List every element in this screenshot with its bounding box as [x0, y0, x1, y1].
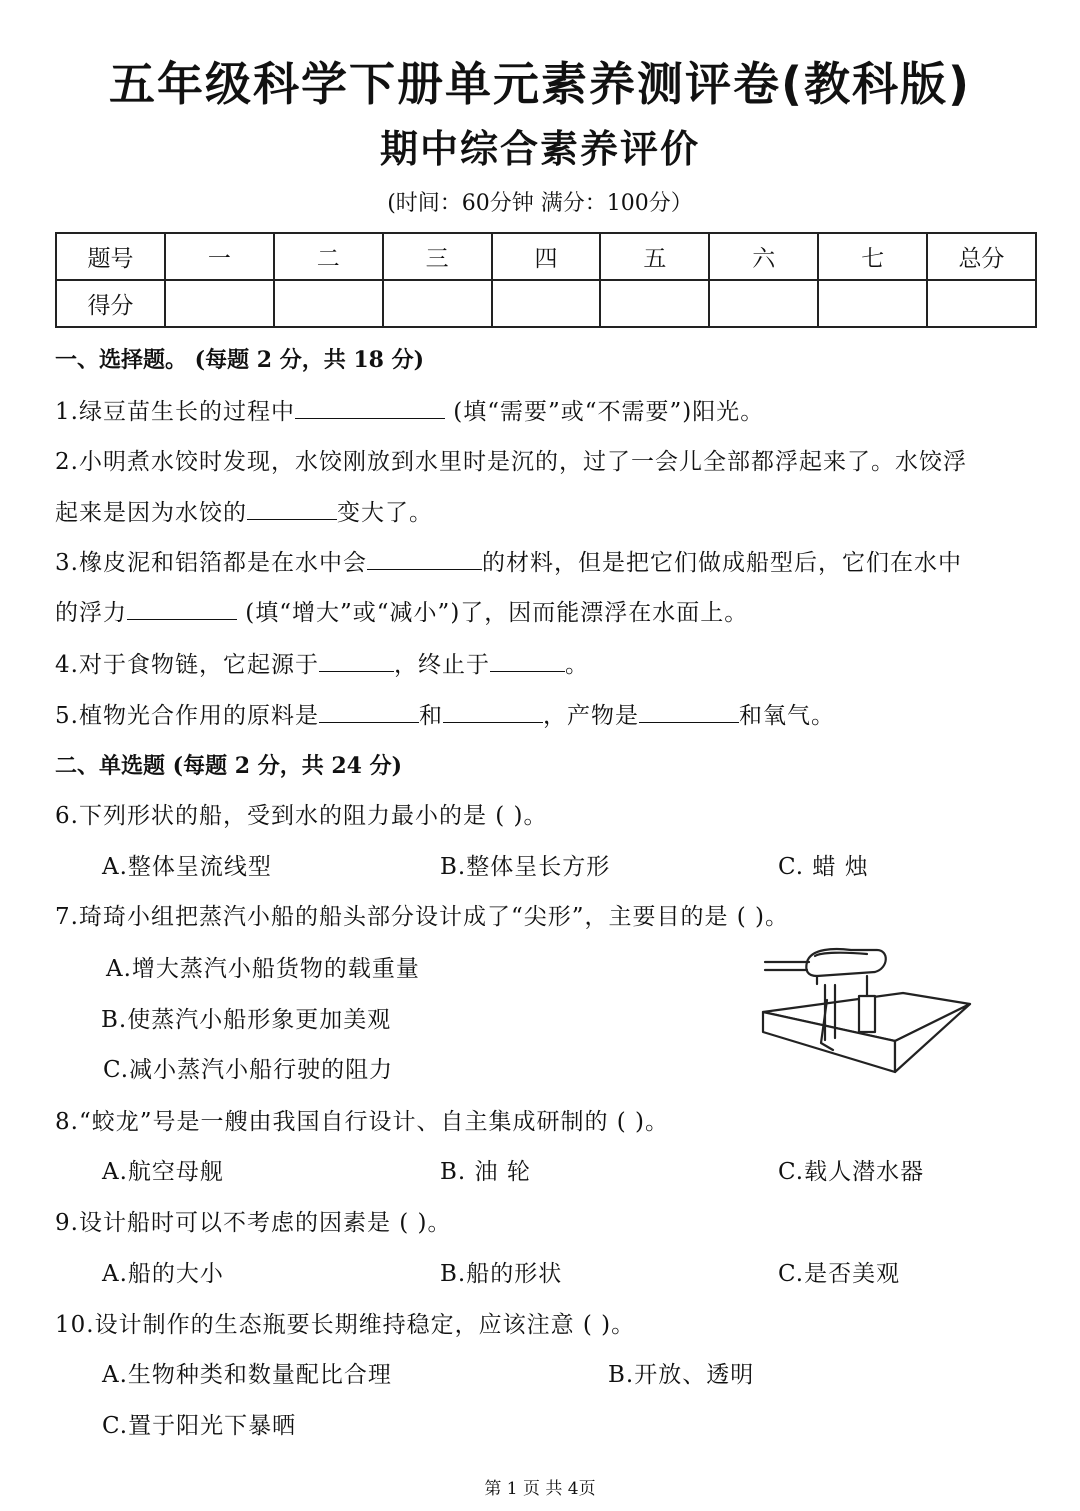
q7-option-a[interactable]: A.增大蒸汽小船货物的载重量 [106, 956, 420, 982]
exam-subtitle: 期中综合素养评价 [379, 127, 700, 171]
question-1 [55, 393, 764, 426]
q8-option-a[interactable]: A.航空母舰 [102, 1159, 224, 1185]
q7-option-c[interactable]: C.减小蒸汽小船行驶的阻力 [103, 1057, 394, 1083]
q8-option-c[interactable]: C.载人潜水器 [778, 1159, 925, 1185]
q3-blank-1[interactable] [367, 547, 482, 570]
score-entry[interactable] [927, 280, 1036, 327]
score-entry[interactable] [600, 280, 709, 327]
q5-text-d: 和氧气。 [738, 703, 835, 729]
score-cell: 一 [165, 233, 274, 280]
score-table-score-row [56, 280, 1036, 327]
page-footer: 第 1 页 共 4页 [484, 1479, 596, 1499]
score-row-label: 得分 [56, 280, 165, 327]
q1-blank[interactable] [295, 396, 445, 419]
q5-blank-1[interactable] [319, 700, 419, 723]
score-entry[interactable] [709, 280, 818, 327]
q7-option-b[interactable]: B.使蒸汽小船形象更加美观 [101, 1007, 392, 1033]
score-cell: 三 [383, 233, 492, 280]
q2-blank[interactable] [247, 497, 337, 520]
question-7: 7.琦琦小组把蒸汽小船的船头部分设计成了“尖形”，主要目的是 ( )。 [55, 904, 790, 930]
question-3-line2 [55, 594, 748, 627]
score-entry[interactable] [165, 280, 274, 327]
question-8: 8.“蛟龙”号是一艘由我国自行设计、自主集成研制的 ( )。 [55, 1109, 670, 1135]
section1-heading: 一、选择题。 (每题 2 分，共 18 分) [55, 347, 425, 373]
question-2-line1: 2.小明煮水饺时发现，水饺刚放到水里时是沉的，过了一会儿全部都浮起来了。水饺浮 [55, 449, 967, 475]
score-entry[interactable] [818, 280, 927, 327]
question-4 [55, 646, 589, 679]
q1-text-b: (填“需要”或“不需要”)阳光。 [444, 399, 765, 425]
q10-option-a[interactable]: A.生物种类和数量配比合理 [102, 1362, 392, 1388]
q9-option-c[interactable]: C.是否美观 [778, 1261, 901, 1287]
q5-text-c: ，产物是 [542, 703, 639, 729]
q3-text-a: 3.橡皮泥和铝箔都是在水中会 [55, 550, 367, 576]
q8-option-b[interactable]: B. 油 轮 [440, 1159, 531, 1185]
score-entry[interactable] [492, 280, 601, 327]
q2-text-b: 变大了。 [337, 500, 433, 526]
q4-blank-2[interactable] [490, 649, 565, 672]
q10-option-c[interactable]: C.置于阳光下暴晒 [102, 1413, 297, 1439]
score-cell: 五 [600, 233, 709, 280]
q5-blank-2[interactable] [443, 700, 543, 723]
question-3-line1 [55, 544, 962, 577]
score-cell: 二 [274, 233, 383, 280]
section2-heading: 二、单选题 (每题 2 分，共 24 分) [55, 753, 403, 779]
q9-option-b[interactable]: B.船的形状 [440, 1261, 563, 1287]
question-6: 6.下列形状的船，受到水的阻力最小的是 ( )。 [55, 803, 548, 829]
q3-text-c: 的浮力 [55, 600, 127, 626]
q5-text-a: 5.植物光合作用的原料是 [55, 703, 319, 729]
q5-blank-3[interactable] [639, 700, 739, 723]
score-cell: 题号 [56, 233, 165, 280]
question-2-line2 [55, 494, 433, 527]
q3-text-d: (填“增大”或“减小”)了，因而能漂浮在水面上。 [237, 600, 749, 626]
score-cell: 七 [818, 233, 927, 280]
q3-blank-2[interactable] [127, 597, 237, 620]
question-9: 9.设计船时可以不考虑的因素是 ( )。 [55, 1210, 452, 1236]
score-cell: 四 [492, 233, 601, 280]
q4-text-b: ，终止于 [393, 652, 490, 678]
steam-boat-illustration [755, 940, 985, 1090]
q10-option-b[interactable]: B.开放、透明 [608, 1362, 755, 1388]
score-entry[interactable] [383, 280, 492, 327]
q6-option-b[interactable]: B.整体呈长方形 [440, 854, 611, 880]
q9-option-a[interactable]: A.船的大小 [102, 1261, 224, 1287]
q2-text-a: 起来是因为水饺的 [55, 500, 247, 526]
q1-text-a: 1.绿豆苗生长的过程中 [55, 399, 295, 425]
exam-title: 五年级科学下册单元素养测评卷(教科版) [108, 57, 972, 111]
q6-option-c[interactable]: C. 蜡 烛 [778, 854, 869, 880]
time-info: (时间：60分钟 满分：100分） [387, 191, 693, 216]
q4-text-a: 4.对于食物链，它起源于 [55, 652, 319, 678]
score-table [55, 232, 1037, 328]
score-cell: 六 [709, 233, 818, 280]
q4-blank-1[interactable] [319, 649, 394, 672]
question-5 [55, 697, 835, 730]
question-10: 10.设计制作的生态瓶要长期维持稳定，应该注意 ( )。 [55, 1312, 636, 1338]
score-entry[interactable] [274, 280, 383, 327]
q5-text-b: 和 [418, 703, 443, 729]
q4-text-c: 。 [564, 652, 589, 678]
q3-text-b: 的材料，但是把它们做成船型后，它们在水中 [481, 550, 962, 576]
score-cell: 总分 [927, 233, 1036, 280]
q6-option-a[interactable]: A.整体呈流线型 [102, 854, 272, 880]
score-table-header-row [56, 233, 1036, 280]
